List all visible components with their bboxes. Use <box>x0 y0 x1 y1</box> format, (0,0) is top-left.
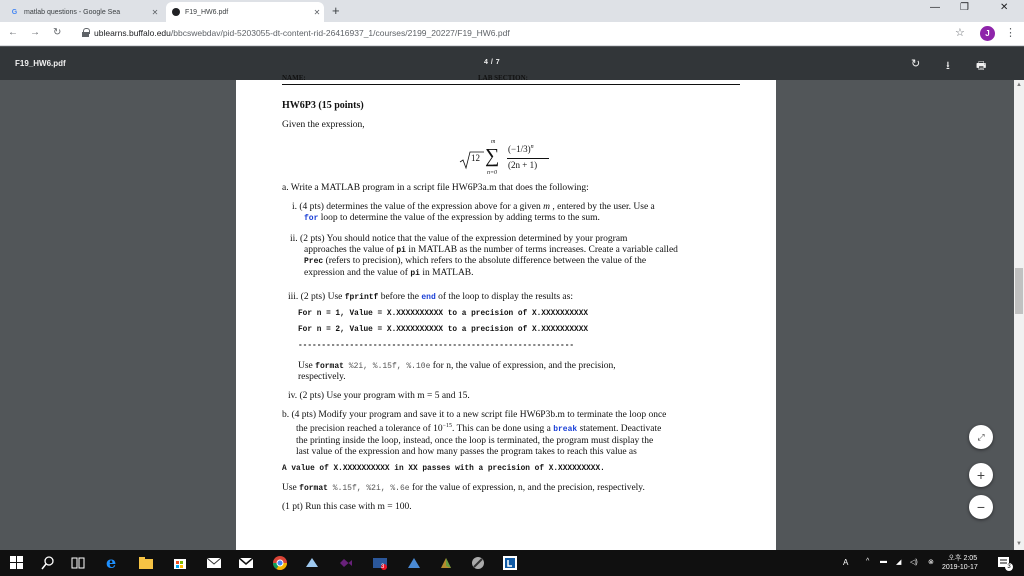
language-icon[interactable]: ⊗ <box>928 559 934 566</box>
lab-section-label: LAB SECTION: <box>478 74 528 82</box>
mail-app-icon[interactable] <box>238 555 254 571</box>
format-instruction-2 <box>282 483 645 494</box>
volume-icon[interactable]: ◁) <box>910 559 918 566</box>
item-i-text-3: loop to determine the value of the expression by adding terms to the sum. <box>318 213 600 224</box>
page-indicator: 4 / 7 <box>484 59 501 66</box>
tab-google-search[interactable] <box>4 2 162 22</box>
scroll-down-arrow-icon[interactable]: ▼ <box>1016 541 1022 547</box>
pi-keyword: pi <box>396 246 406 256</box>
app-icon-5[interactable] <box>470 555 486 571</box>
format-keyword: format <box>315 362 344 371</box>
output-line-1: For n = 1, Value = X.XXXXXXXXXX to a precision of X.XXXXXXXXXX <box>298 310 589 318</box>
address-bar-row <box>0 22 1024 46</box>
format-text-1: Use <box>298 361 316 371</box>
clock-date[interactable]: 2019-10-17 <box>942 564 978 571</box>
break-keyword: break <box>553 425 578 435</box>
page-header <box>282 76 740 85</box>
format2-codes: %.15f, %2i, %.6e <box>327 484 410 493</box>
fprintf-keyword: fprintf <box>344 293 379 302</box>
scroll-up-arrow-icon[interactable]: ▲ <box>1016 82 1022 88</box>
fraction-bar <box>507 158 549 159</box>
item-ii-text-4b: in MATLAB. <box>419 267 474 278</box>
format-instruction <box>298 361 740 383</box>
format2-text-2: for the value of expression, n, and the precision, respectively. <box>409 483 645 493</box>
zoom-in-button[interactable] <box>969 463 993 487</box>
input-method-indicator[interactable]: A <box>843 558 849 567</box>
summation-formula <box>458 140 558 184</box>
app-icon-4[interactable] <box>438 555 454 571</box>
item-iii-text-3: of the loop to display the results as: <box>435 292 573 302</box>
plus-icon: + <box>976 467 986 483</box>
end-keyword: end <box>421 293 436 302</box>
google-icon: G <box>11 8 18 16</box>
item-iii <box>288 292 573 303</box>
scrollbar-thumb[interactable] <box>1015 268 1023 314</box>
rotate-icon[interactable]: ↻ <box>911 58 921 70</box>
store-icon[interactable] <box>172 555 188 571</box>
visual-studio-icon[interactable] <box>338 555 354 571</box>
new-tab-button[interactable]: + <box>332 3 340 18</box>
minimize-button[interactable]: — <box>930 2 940 13</box>
item-b-text-2b: . This can be done using a <box>452 424 554 435</box>
tolerance-exponent: −15 <box>442 423 453 430</box>
intro-text: Given the expression, <box>282 120 365 130</box>
edge-icon[interactable]: e <box>106 553 117 572</box>
app-icon-1[interactable] <box>304 555 320 571</box>
item-ii-text-2b: in MATLAB as the number of terms increases. Create a variable called <box>405 245 678 256</box>
notification-badge: 3 <box>1005 563 1013 571</box>
file-explorer-icon[interactable] <box>138 555 154 571</box>
app-icon-3[interactable] <box>406 555 422 571</box>
item-iii-text-1: iii. (2 pts) Use <box>288 292 345 302</box>
search-icon[interactable] <box>40 555 56 571</box>
sqrt-argument: 12 <box>471 153 480 163</box>
windows-start-icon[interactable] <box>10 556 23 569</box>
task-view-icon[interactable] <box>70 555 86 571</box>
item-b-text-3: the printing inside the loop, instead, once the loop is terminated, the program must display the <box>296 435 654 446</box>
problem-heading: HW6P3 (15 points) <box>282 100 364 111</box>
item-a: a. Write a MATLAB program in a script file HW6P3a.m that does the following: <box>282 183 589 193</box>
item-i-text-2: , entered by the user. Use a <box>550 202 655 212</box>
pdf-page <box>236 74 776 550</box>
maximize-button[interactable]: ❐ <box>960 2 969 13</box>
item-i-m: m <box>543 202 551 212</box>
app-icon-2[interactable] <box>372 555 388 571</box>
item-ii-text-1: ii. (2 pts) You should notice that the value of the expression determined by your program <box>290 234 628 244</box>
name-label: NAME: <box>282 74 306 82</box>
app-badge-count: 3 <box>381 564 385 570</box>
prec-variable: Prec <box>304 257 324 267</box>
url-path: /bbcswebdav/pid-5203055-dt-content-rid-26416937_1/courses/2199_20227/F19_HW6.pdf <box>170 28 510 38</box>
clock-time[interactable]: 오후 2:05 <box>948 555 978 562</box>
sum-lower-limit: n=0 <box>487 170 498 176</box>
show-hidden-icons[interactable]: ^ <box>866 558 870 565</box>
item-i-text-1: i. (4 pts) determines the value of the expression above for a given <box>292 202 544 212</box>
forward-button[interactable]: → <box>30 27 40 38</box>
scrollbar-track[interactable] <box>1014 80 1024 550</box>
url-host: ublearns.buffalo.edu <box>94 28 171 38</box>
item-ii <box>290 234 740 279</box>
item-b-output: A value of X.XXXXXXXXXX in XX passes with a precision of X.XXXXXXXXX. <box>282 465 605 473</box>
tab-title: matlab questions - Google Sea <box>24 8 121 16</box>
format-text-3: respectively. <box>298 372 346 383</box>
format-text-2: for n, the value of expression, and the precision, <box>430 361 616 371</box>
lock-icon <box>82 28 89 36</box>
tab-pdf[interactable] <box>166 2 324 22</box>
format2-text-1: Use <box>282 483 300 493</box>
download-icon[interactable]: ⭳ <box>946 60 950 72</box>
reload-button[interactable]: ↻ <box>53 27 62 38</box>
close-window-button[interactable]: ✕ <box>1000 2 1009 13</box>
format-codes: %2i, %.15f, %.10e <box>343 362 431 371</box>
sum-upper-limit: m <box>491 139 496 145</box>
fit-to-page-button[interactable] <box>969 425 993 449</box>
item-b-text-1: b. (4 pts) Modify your program and save it to a new script file HW6P3b.m to terminate the loop once <box>282 410 667 420</box>
item-ii-text-2a: approaches the value of <box>304 245 397 256</box>
item-ii-text-3: (refers to precision), which refers to the absolute difference between the value of the <box>323 256 647 267</box>
item-b-text-4: last value of the expression and how many passes the program takes to reach this value as <box>296 446 637 457</box>
zoom-out-button[interactable] <box>969 495 993 519</box>
item-iv: iv. (2 pts) Use your program with m = 5 and 15. <box>288 391 470 401</box>
profile-avatar[interactable]: J <box>980 26 995 41</box>
chrome-icon <box>172 8 180 16</box>
item-i <box>292 202 740 224</box>
battery-icon[interactable]: ▬ <box>880 558 887 565</box>
menu-kebab-icon[interactable]: ⋮ <box>1005 27 1016 39</box>
denominator: (2n + 1) <box>508 160 538 170</box>
back-button[interactable]: ← <box>8 27 18 38</box>
chrome-taskbar-icon[interactable] <box>272 555 288 571</box>
sigma-symbol: ∑ <box>485 145 500 167</box>
for-keyword: for <box>304 214 319 224</box>
tab-title: F19_HW6.pdf <box>185 8 229 16</box>
lync-icon[interactable] <box>502 555 518 571</box>
print-icon[interactable]: 🖶 <box>976 60 987 72</box>
numerator-exponent: n <box>530 144 534 150</box>
windows-taskbar <box>0 550 1024 576</box>
output-dashes: ----------------------------------------------------------- <box>298 342 575 350</box>
output-line-2: For n = 2, Value = X.XXXXXXXXXX to a precision of X.XXXXXXXXXX <box>298 326 589 334</box>
minus-icon: − <box>976 499 986 515</box>
fit-icon: ⤢ <box>977 431 985 442</box>
mail-icon[interactable] <box>206 555 222 571</box>
run-case: (1 pt) Run this case with m = 100. <box>282 502 412 512</box>
network-icon[interactable]: ◢ <box>896 559 902 566</box>
pdf-filename: F19_HW6.pdf <box>15 59 66 68</box>
bookmark-star-icon[interactable]: ☆ <box>955 27 965 39</box>
url-field[interactable] <box>94 28 510 38</box>
pi-keyword-2: pi <box>410 268 420 278</box>
numerator-base: (−1/3) <box>508 144 531 154</box>
numerator <box>508 144 534 154</box>
item-b <box>282 410 740 458</box>
browser-tab-strip <box>0 0 1024 22</box>
pdf-viewer <box>0 74 1014 550</box>
close-tab-icon[interactable]: ✕ <box>313 7 321 17</box>
item-iii-text-2: before the <box>378 292 422 302</box>
close-tab-icon[interactable]: ✕ <box>151 7 159 17</box>
item-b-text-2a: the precision reached a tolerance of 10 <box>296 424 443 435</box>
format2-keyword: format <box>299 484 328 493</box>
item-ii-text-4a: expression and the value of <box>304 267 411 278</box>
item-b-text-2c: statement. Deactivate <box>577 424 662 435</box>
